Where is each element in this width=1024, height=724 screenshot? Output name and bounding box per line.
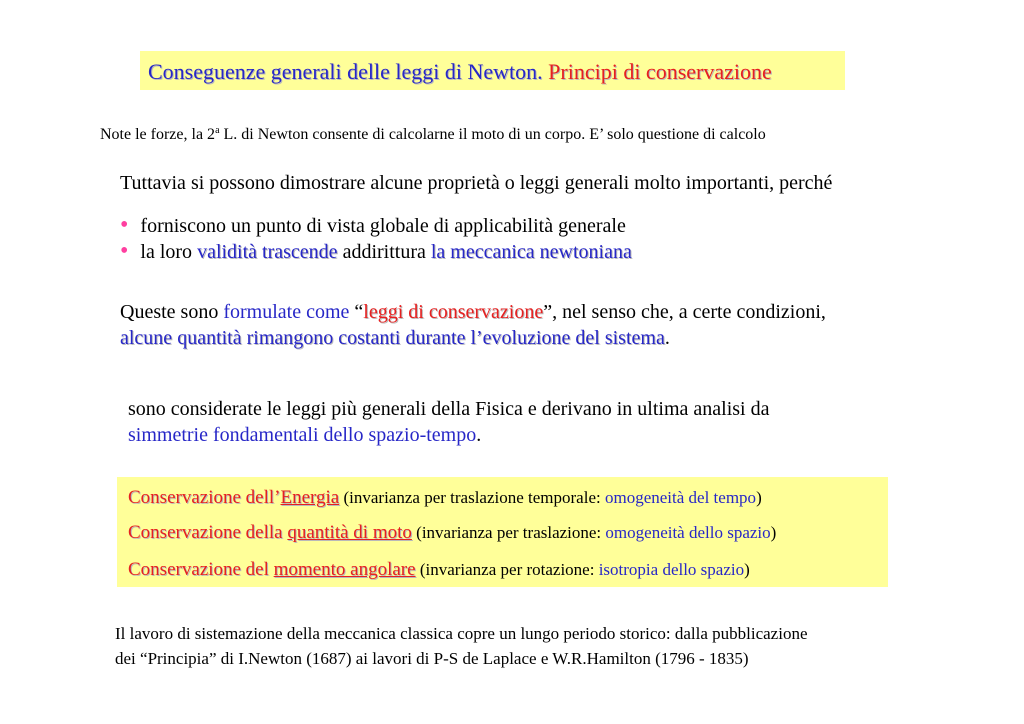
bullet-emphasis-2: la meccanica newtoniana	[430, 241, 632, 263]
law-angular-close: )	[744, 560, 750, 579]
bullet-marker: •	[120, 238, 129, 264]
footer-line-1: Il lavoro di sistemazione della meccanica classica copre un lungo periodo storico: dalla pubblicazione	[115, 624, 808, 643]
para1-blue: formulate come	[223, 301, 350, 323]
intro-sentence: Tuttavia si possono dimostrare alcune proprietà o leggi generali molto importanti, perché	[120, 172, 833, 194]
law-angular-name: Conservazione del	[128, 559, 274, 580]
bullet-text-mid: addirittura	[337, 241, 431, 263]
law-angular-symmetry: isotropia dello spazio	[598, 560, 745, 579]
law-energy	[128, 486, 762, 511]
law-energy-key: Energia	[280, 487, 340, 508]
para1-quote-open: “	[349, 301, 364, 323]
para2-line2-blue: simmetrie fondamentali dello spazio-tempo	[128, 424, 477, 446]
bullet-emphasis-1: validità trascende	[197, 241, 338, 263]
law-momentum-desc: invarianza per traslazione:	[421, 523, 606, 542]
law-angular-key: momento angolare	[273, 559, 416, 580]
para1-pre: Queste sono	[120, 301, 224, 323]
para2-line2-end: .	[476, 424, 482, 446]
law-energy-symmetry: omogeneità del tempo	[604, 488, 757, 507]
law-momentum-symmetry: omogeneità dello spazio	[605, 523, 771, 542]
law-angular-momentum	[128, 558, 750, 583]
para1-line2-blue: alcune quantità rimangono costanti durante l’evoluzione del sistema	[120, 327, 665, 349]
bullet-text: forniscono un punto di vista globale di applicabilità generale	[140, 215, 626, 237]
law-energy-name: Conservazione dell’	[128, 487, 281, 508]
title-emphasis: Principi di conservazione	[548, 59, 772, 84]
bullet-marker: •	[120, 212, 129, 238]
note-line	[100, 121, 766, 145]
footer-line-2: dei “Principia” di I.Newton (1687) ai lavori di P-S de Laplace e W.R.Hamilton (1796 - 1835)	[115, 649, 749, 668]
law-momentum	[128, 521, 776, 546]
law-momentum-name: Conservazione della	[128, 522, 288, 543]
note-post: L. di Newton consente di calcolarne il moto di un corpo. E’ solo questione di calcolo	[219, 126, 766, 143]
paragraph-1-line-2	[120, 326, 670, 350]
law-angular-desc: invarianza per rotazione:	[425, 560, 599, 579]
bullet-item-1	[120, 213, 626, 238]
paragraph-2-line-1: sono considerate le leggi più generali della Fisica e derivano in ultima analisi da	[128, 398, 770, 420]
law-momentum-close: )	[770, 523, 777, 542]
law-energy-open: (	[339, 488, 350, 507]
law-angular-open: (	[415, 560, 426, 579]
note-pre: Note le forze, la 2	[100, 126, 216, 143]
slide-title	[148, 58, 772, 86]
para1-red: leggi di conservazione	[363, 301, 544, 323]
law-momentum-key: quantità di moto	[287, 522, 412, 543]
para1-line2-end: .	[664, 327, 670, 349]
title-main: Conseguenze generali delle leggi di Newton.	[148, 59, 543, 84]
law-momentum-open: (	[411, 523, 422, 542]
paragraph-2-line-2	[128, 423, 481, 447]
bullet-text-pre: la loro	[140, 241, 198, 263]
para1-post: ”, nel senso che, a certe condizioni,	[543, 301, 826, 323]
law-energy-close: )	[756, 488, 762, 507]
law-energy-desc: invarianza per traslazione temporale:	[349, 488, 605, 507]
bullet-item-2	[120, 239, 632, 264]
paragraph-1-line-1	[120, 300, 826, 324]
note-superscript: a	[215, 125, 220, 136]
